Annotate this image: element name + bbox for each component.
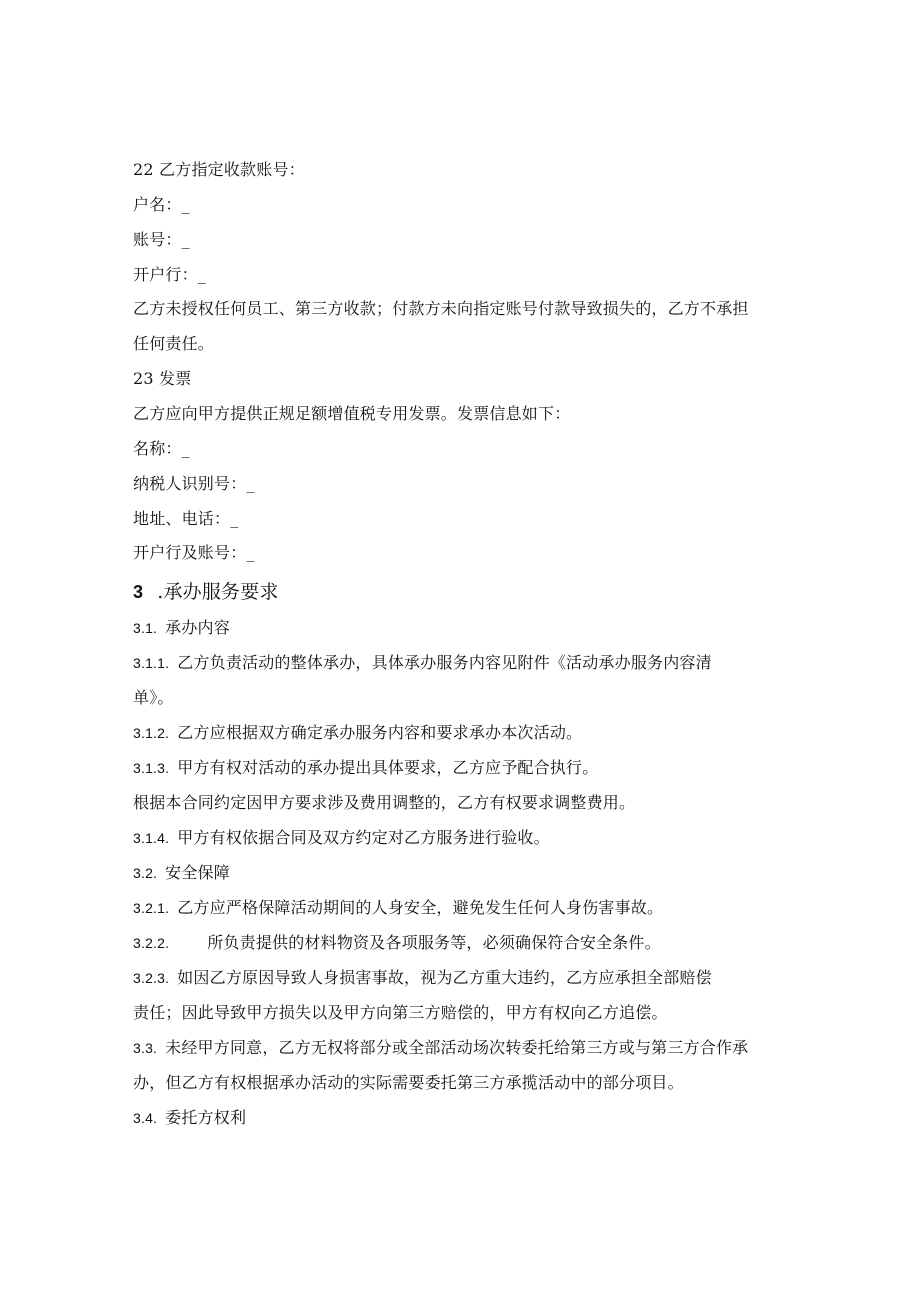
clause-number: 3.4. — [133, 1110, 158, 1126]
clause-text: 乙方应严格保障活动期间的人身安全，避免发生任何人身伤害事故。 — [177, 898, 664, 917]
taxpayer-id-field: 纳税人识别号：_ — [133, 474, 255, 493]
clause-number: 3.2.2. — [133, 935, 170, 951]
clause-text: 所负责提供的材料物资及各项服务等，必须确保符合安全条件。 — [207, 933, 661, 952]
clause-number: 3.1.3. — [133, 760, 170, 776]
section-3-heading — [133, 580, 279, 604]
section-3-number: 3 — [133, 582, 144, 602]
clause-number: 3.1.4. — [133, 830, 170, 846]
clause-text: 委托方权利 — [165, 1108, 247, 1127]
bank-field: 开户行：_ — [133, 265, 207, 284]
clause-3-3 — [133, 1038, 748, 1058]
clause-3-1-4 — [133, 828, 550, 848]
clause-2-3-title: 23 发票 — [133, 369, 192, 388]
bank-account-field: 开户行及账号：_ — [133, 543, 255, 562]
clause-3-4 — [133, 1108, 246, 1128]
clause-number: 3.2.3. — [133, 970, 170, 986]
clause-text: 未经甲方同意，乙方无权将部分或全部活动场次转委托给第三方或与第三方合作承 — [165, 1038, 749, 1057]
clause-number: 3.2. — [133, 865, 158, 881]
clause-3-2-3-continued: 责任；因此导致甲方损失以及甲方向第三方赔偿的，甲方有权向乙方追偿。 — [133, 1003, 668, 1022]
clause-number: 3.1.1. — [133, 655, 170, 671]
clause-number: 3.2.1. — [133, 900, 170, 916]
clause-3-2 — [133, 863, 230, 883]
clause-3-2-2 — [133, 933, 661, 953]
clause-number: 3.1. — [133, 620, 158, 636]
clause-3-2-3 — [133, 968, 712, 988]
clause-3-1-3-extra: 根据本合同约定因甲方要求涉及费用调整的，乙方有权要求调整费用。 — [133, 793, 636, 812]
clause-number: 3.3. — [133, 1040, 158, 1056]
invoice-name-field: 名称：_ — [133, 439, 190, 458]
account-number-field: 账号：_ — [133, 230, 190, 249]
clause-2-2-note-line-1: 乙方未授权任何员工、第三方收款；付款方未向指定账号付款导致损失的，乙方不承担 — [133, 299, 749, 318]
clause-3-2-1 — [133, 898, 663, 918]
clause-text: 安全保障 — [165, 863, 230, 882]
clause-2-2-title: 22 乙方指定收款账号： — [133, 160, 305, 179]
clause-3-1-2 — [133, 723, 582, 743]
clause-text: 如因乙方原因导致人身损害事故，视为乙方重大违约，乙方应承担全部赔偿 — [177, 968, 712, 987]
section-3-title: .承办服务要求 — [157, 581, 279, 603]
address-phone-field: 地址、电话：_ — [133, 509, 239, 528]
clause-3-3-continued: 办，但乙方有权根据承办活动的实际需要委托第三方承揽活动中的部分项目。 — [133, 1073, 684, 1092]
clause-3-1 — [133, 618, 230, 638]
clause-2-3-intro: 乙方应向甲方提供正规足额增值税专用发票。发票信息如下： — [133, 404, 571, 423]
clause-number: 3.1.2. — [133, 725, 170, 741]
clause-text: 乙方负责活动的整体承办，具体承办服务内容见附件《活动承办服务内容清 — [177, 653, 712, 672]
clause-text: 甲方有权对活动的承办提出具体要求，乙方应予配合执行。 — [177, 758, 599, 777]
clause-text: 承办内容 — [165, 618, 230, 637]
clause-3-1-1-continued: 单》。 — [133, 688, 174, 707]
account-name-field: 户名：_ — [133, 195, 190, 214]
clause-3-1-3 — [133, 758, 598, 778]
clause-text: 甲方有权依据合同及双方约定对乙方服务进行验收。 — [177, 828, 550, 847]
clause-3-1-1 — [133, 653, 712, 673]
clause-text: 乙方应根据双方确定承办服务内容和要求承办本次活动。 — [177, 723, 583, 742]
clause-2-2-note-line-2: 任何责任。 — [133, 334, 215, 353]
